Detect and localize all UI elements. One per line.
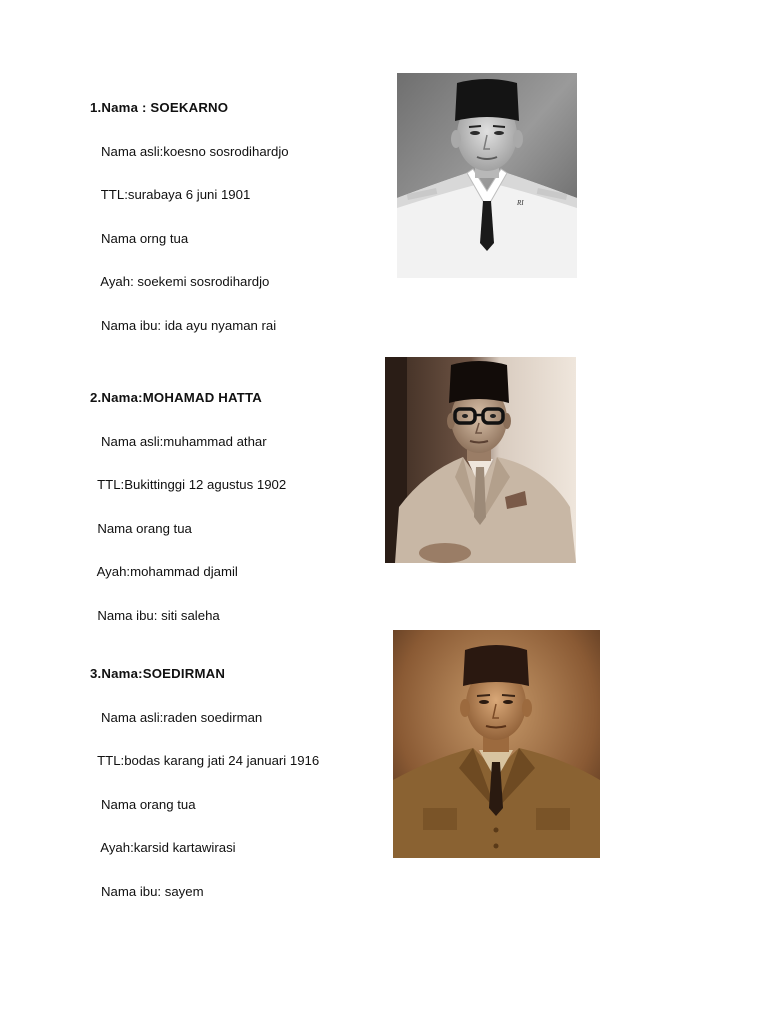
portrait-image [385, 357, 576, 563]
bio-line: Nama ibu: sayem [90, 883, 204, 899]
entry-title: 2.Nama:MOHAMAD HATTA [90, 390, 263, 405]
bio-text [90, 362, 286, 652]
bio-line: Nama asli:raden soedirman [90, 709, 263, 725]
bio-text [90, 638, 319, 928]
bio-text [90, 72, 289, 362]
portrait-photo [385, 357, 576, 563]
bio-line: Nama orng tua [90, 230, 189, 246]
entry-title: 3.Nama:SOEDIRMAN [90, 666, 226, 681]
portrait-image [397, 73, 577, 278]
bio-line: Nama ibu: siti saleha [90, 607, 220, 623]
uniform-badge: RI [517, 199, 524, 207]
bio-line: TTL:surabaya 6 juni 1901 [90, 187, 251, 202]
bio-line: TTL:Bukittinggi 12 agustus 1902 [90, 477, 287, 492]
bio-line: TTL:bodas karang jati 24 januari 1916 [90, 753, 320, 768]
entry-title: 1.Nama : SOEKARNO [90, 100, 229, 115]
bio-line: Ayah: soekemi sosrodihardjo [90, 274, 270, 289]
bio-line: Nama ibu: ida ayu nyaman rai [90, 317, 277, 333]
portrait-image [393, 630, 600, 858]
portrait-photo [397, 73, 577, 278]
bio-line: Nama asli:koesno sosrodihardjo [90, 143, 289, 159]
bio-line: Nama orang tua [90, 520, 192, 536]
portrait-painting [393, 630, 600, 858]
bio-line: Nama orang tua [90, 796, 196, 812]
bio-line: Ayah:karsid kartawirasi [90, 840, 236, 855]
bio-line: Ayah:mohammad djamil [90, 564, 238, 579]
bio-line: Nama asli:muhammad athar [90, 433, 267, 449]
